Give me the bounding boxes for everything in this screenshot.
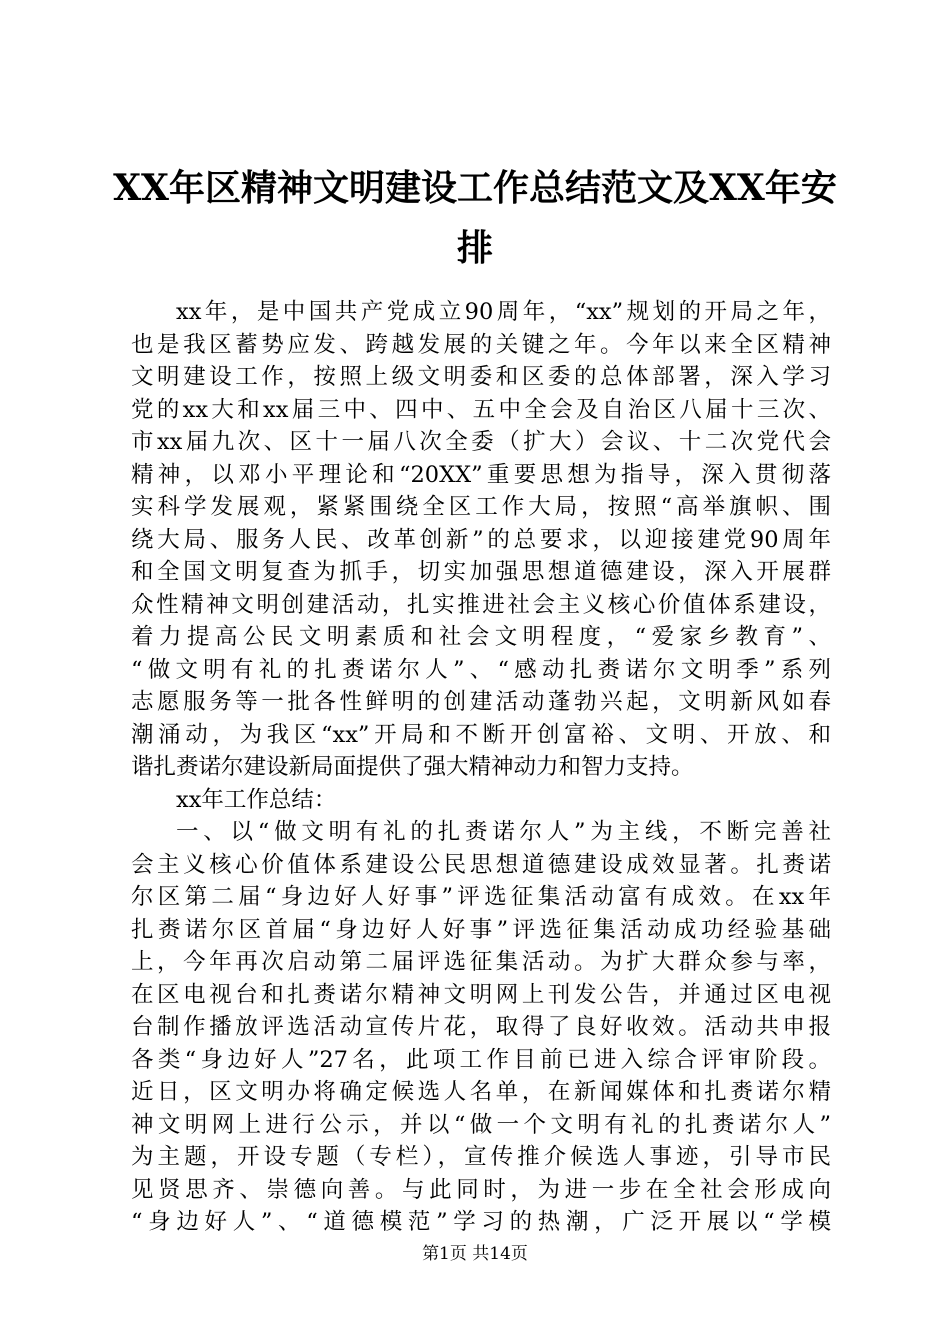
text-line: 神文明网上进行公示，并以“做一个文明有礼的扎赉诺尔人” [131, 1111, 831, 1138]
text-line: xx年，是中国共产党成立90周年，“xx”规划的开局之年， [176, 299, 831, 325]
paragraph-summary-heading [131, 784, 831, 817]
text-line: 会主义核心价值体系建设公民思想道德建设成效显著。扎赉诺 [131, 851, 831, 878]
text-line: 绕大局、服务人民、改革创新”的总要求，以迎接建党90周年 [131, 526, 831, 553]
text-line: 各类“身边好人”27名，此项工作目前已进入综合评审阶段。 [131, 1046, 831, 1073]
paragraph-intro [131, 296, 831, 784]
text-line: 在区电视台和扎赉诺尔精神文明网上刊发公告，并通过区电视 [131, 981, 831, 1008]
text-line: 和全国文明复查为抓手，切实加强思想道德建设，深入开展群 [131, 559, 831, 585]
text-line: 为主题，开设专题（专栏），宣传推介候选人事迹，引导市民 [131, 1144, 831, 1170]
page-footer: 第1页 共14页 [422, 1244, 528, 1264]
text-line: 精神，以邓小平理论和“20XX”重要思想为指导，深入贯彻落 [131, 461, 831, 488]
text-line: 众性精神文明创建活动，扎实推进社会主义核心价值体系建设， [131, 591, 831, 618]
text-line: 党的xx大和xx届三中、四中、五中全会及自治区八届十三次、 [131, 396, 831, 423]
text-line: 志愿服务等一批各性鲜明的创建活动蓬勃兴起，文明新风如春 [131, 689, 831, 715]
text-line: 上，今年再次启动第二届评选征集活动。为扩大群众参与率， [131, 949, 831, 975]
text-line: xx年工作总结： [176, 786, 337, 813]
text-line: 也是我区蓄势应发、跨越发展的关键之年。今年以来全区精神 [131, 331, 831, 358]
document-body [131, 296, 831, 1239]
text-line: 尔区第二届“身边好人好事”评选征集活动富有成效。在xx年 [131, 884, 831, 910]
text-line: 扎赉诺尔区首届“身边好人好事”评选征集活动成功经验基础 [131, 916, 831, 943]
text-line: 潮涌动，为我区“xx”开局和不断开创富裕、文明、开放、和 [131, 721, 831, 748]
text-line: “做文明有礼的扎赉诺尔人”、“感动扎赉诺尔文明季”系列 [131, 656, 831, 683]
document-title-line-2: 排 [456, 227, 493, 269]
text-line: 台制作播放评选活动宣传片花，取得了良好收效。活动共申报 [131, 1014, 831, 1040]
paragraph-section-one [131, 816, 831, 1239]
text-line: 谐扎赉诺尔建设新局面提供了强大精神动力和智力支持。 [131, 754, 694, 780]
text-line: “身边好人”、“道德模范”学习的热潮，广泛开展以“学模 [131, 1209, 831, 1235]
text-line: 文明建设工作，按照上级文明委和区委的总体部署，深入学习 [131, 364, 831, 390]
text-line: 市xx届九次、区十一届八次全委（扩大）会议、十二次党代会 [131, 429, 831, 455]
text-line: 见贤思齐、崇德向善。与此同时，为进一步在全社会形成向 [131, 1176, 831, 1203]
text-line: 实科学发展观，紧紧围绕全区工作大局，按照“高举旗帜、围 [131, 494, 831, 520]
text-line: 一、以“做文明有礼的扎赉诺尔人”为主线，不断完善社 [176, 819, 831, 845]
document-title-line-1: XX年区精神文明建设工作总结范文及XX年安 [113, 167, 837, 209]
text-line: 着力提高公民文明素质和社会文明程度，“爱家乡教育”、 [131, 624, 831, 650]
text-line: 近日，区文明办将确定候选人名单，在新闻媒体和扎赉诺尔精 [131, 1079, 831, 1105]
